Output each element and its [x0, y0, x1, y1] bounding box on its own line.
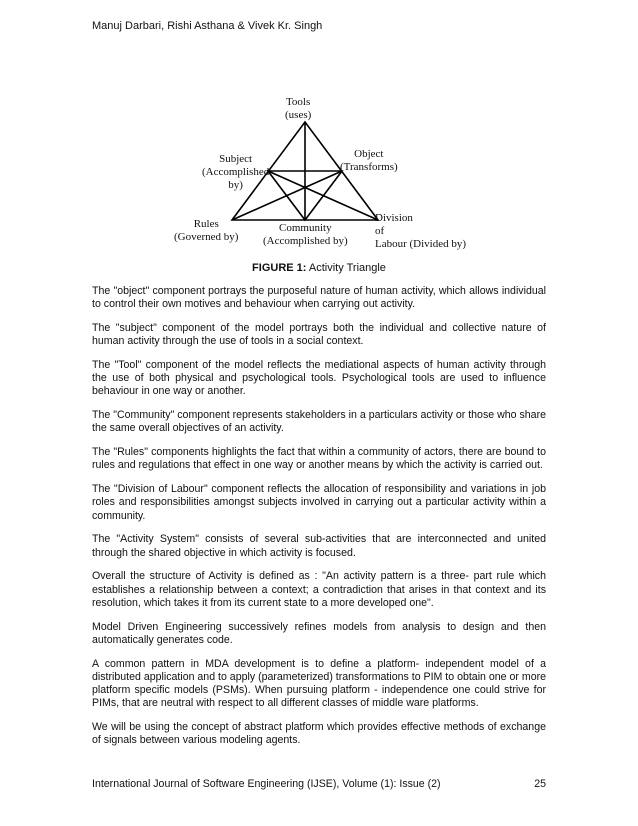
paragraph-abstract-platform: We will be using the concept of abstract platform which provides effective methods of exchange of signals between various modeling agents.	[92, 721, 546, 747]
median-division-subject	[268, 171, 378, 220]
paragraph-model-driven-engineering: Model Driven Engineering successively refines models from analysis to design and then automatically generates code.	[92, 620, 546, 646]
page-number: 25	[534, 778, 546, 790]
paragraph-tool: The "Tool" component of the model reflects the mediational aspects of human activity through the use of both physical and psychological tools. Psychological tools are used to influence behaviour in one way or another.	[92, 359, 546, 398]
figure-caption-title: Activity Triangle	[306, 262, 386, 274]
paragraph-rules: The "Rules" components highlights the fact that within a community of actors, there are bound to rules and regulations that effect in one way or another means by which the activity is carried out.	[92, 446, 546, 472]
paragraph-mda-pattern: A common pattern in MDA development is to define a platform- independent model of a distributed application and to apply (parameterized) transformations to PIM to obtain one or more platform specific models (PSMs). When pursuing platform - independence one could strive for PIMs, that are neutral with respect to all different classes of middle ware platforms.	[92, 657, 547, 710]
paragraph-division-of-labour: The "Division of Labour" component reflects the allocation of responsibility and variations in job roles and responsibilities amongst subjects involved in carrying out a particular activity within a community.	[92, 483, 546, 522]
label-rules: Rules (Governed by)	[174, 218, 239, 243]
paragraph-subject: The "subject" component of the model portrays both the individual and collective nature of human activity through the use of tools in a social context.	[92, 322, 546, 348]
label-object: Object (Transforms)	[340, 148, 398, 173]
body-text	[92, 285, 546, 758]
label-tools: Tools (uses)	[285, 96, 312, 121]
paragraph-community: The "Community" component represents stakeholders in a particulars activity or those who share the same overall objectives of an activity.	[92, 409, 546, 435]
label-subject: Subject (Accomplished by)	[202, 153, 270, 191]
activity-triangle-figure	[170, 96, 470, 256]
paragraph-object: The "object" component portrays the purposeful nature of human activity, which allows individual to control their own motives and behaviour when carrying out activity.	[92, 285, 546, 311]
label-division-of-labour: Division of Labour (Divided by)	[375, 212, 467, 250]
label-community: Community (Accomplished by)	[263, 222, 348, 247]
page-footer	[92, 778, 546, 790]
paragraph-activity-structure: Overall the structure of Activity is defined as : "An activity pattern is a three- part rule which establishes a relationship between a context; a contradiction that arises in that context and its resolution, which takes it from its current state to a more developed one".	[92, 570, 546, 609]
running-header-authors: Manuj Darbari, Rishi Asthana & Vivek Kr. Singh	[92, 20, 323, 32]
figure-caption	[0, 262, 638, 274]
paragraph-activity-system: The "Activity System" consists of several sub-activities that are interconnected and united through the shared objective in which activity is focused.	[92, 533, 546, 559]
figure-caption-number: FIGURE 1:	[252, 262, 307, 274]
footer-journal: International Journal of Software Engineering (IJSE), Volume (1): Issue (2)	[92, 778, 441, 790]
